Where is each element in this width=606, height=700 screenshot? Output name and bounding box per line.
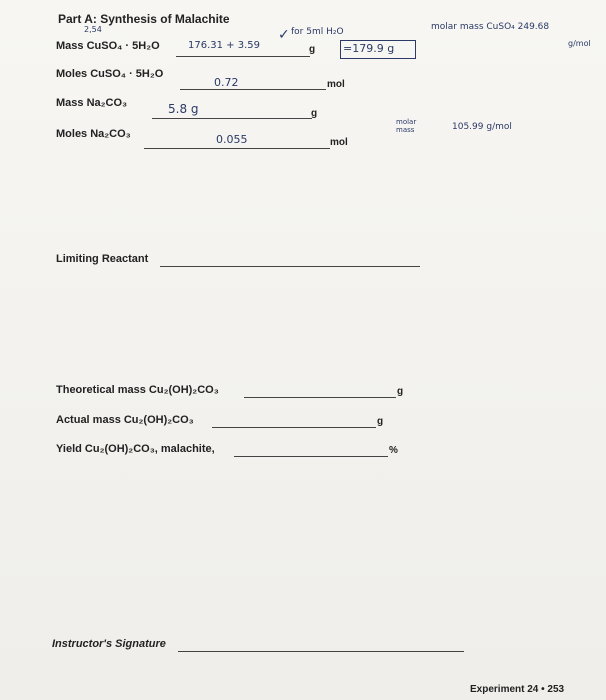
check-mark-icon: ✓ <box>278 27 290 43</box>
theoretical-mass-line <box>244 397 396 398</box>
molar-mass-cuso4-unit: g/mol <box>568 39 591 48</box>
actual-mass-unit: g <box>377 416 384 427</box>
actual-mass-label: Actual mass Cu₂(OH)₂CO₃ <box>56 414 194 426</box>
moles-cuso4-label: Moles CuSO₄ · 5H₂O <box>56 68 164 80</box>
moles-na2co3-value: 0.055 <box>216 133 248 146</box>
mass-na2co3-line <box>152 118 312 119</box>
mass-na2co3-label: Mass Na₂CO₃ <box>56 97 128 109</box>
yield-unit: % <box>389 445 398 456</box>
moles-na2co3-unit: mol <box>330 137 348 148</box>
moles-na2co3-label: Moles Na₂CO₃ <box>56 128 131 140</box>
signature-line <box>178 651 464 652</box>
moles-cuso4-value: 0.72 <box>214 76 239 89</box>
mass-cuso4-line <box>176 56 310 57</box>
mass-cuso4-label: Mass CuSO₄ · 5H₂O <box>56 40 160 52</box>
theoretical-mass-unit: g <box>397 386 404 397</box>
molar-mass-na2co3-note: 105.99 g/mol <box>452 122 512 132</box>
moles-cuso4-line <box>180 89 326 90</box>
yield-line <box>234 456 388 457</box>
mass-na2co3-unit: g <box>311 108 318 119</box>
limiting-reactant-label: Limiting Reactant <box>56 253 149 265</box>
theoretical-mass-label: Theoretical mass Cu₂(OH)₂CO₃ <box>56 384 219 396</box>
page-title: Part A: Synthesis of Malachite <box>58 12 230 26</box>
moles-cuso4-unit: mol <box>327 79 345 90</box>
molar-mass-cuso4-note: molar mass CuSO₄ 249.68 <box>431 22 550 32</box>
handwritten-note-h2o: for 5ml H₂O <box>291 27 344 37</box>
page-footer: Experiment 24 • 253 <box>470 684 565 695</box>
moles-na2co3-line <box>144 148 330 149</box>
yield-label: Yield Cu₂(OH)₂CO₃, malachite, <box>56 443 215 455</box>
mass-cuso4-value: 176.31 + 3.59 <box>188 40 260 51</box>
mass-cuso4-unit: g <box>309 44 316 55</box>
mass-na2co3-value: 5.8 g <box>168 102 199 116</box>
boxed-total-value: =179.9 g <box>343 42 395 55</box>
limiting-reactant-line <box>160 266 420 267</box>
handwritten-note-small: 2,54 <box>84 25 102 34</box>
molar-mass-label: molar mass <box>396 118 417 134</box>
instructor-signature-label: Instructor's Signature <box>52 638 166 650</box>
actual-mass-line <box>212 427 376 428</box>
